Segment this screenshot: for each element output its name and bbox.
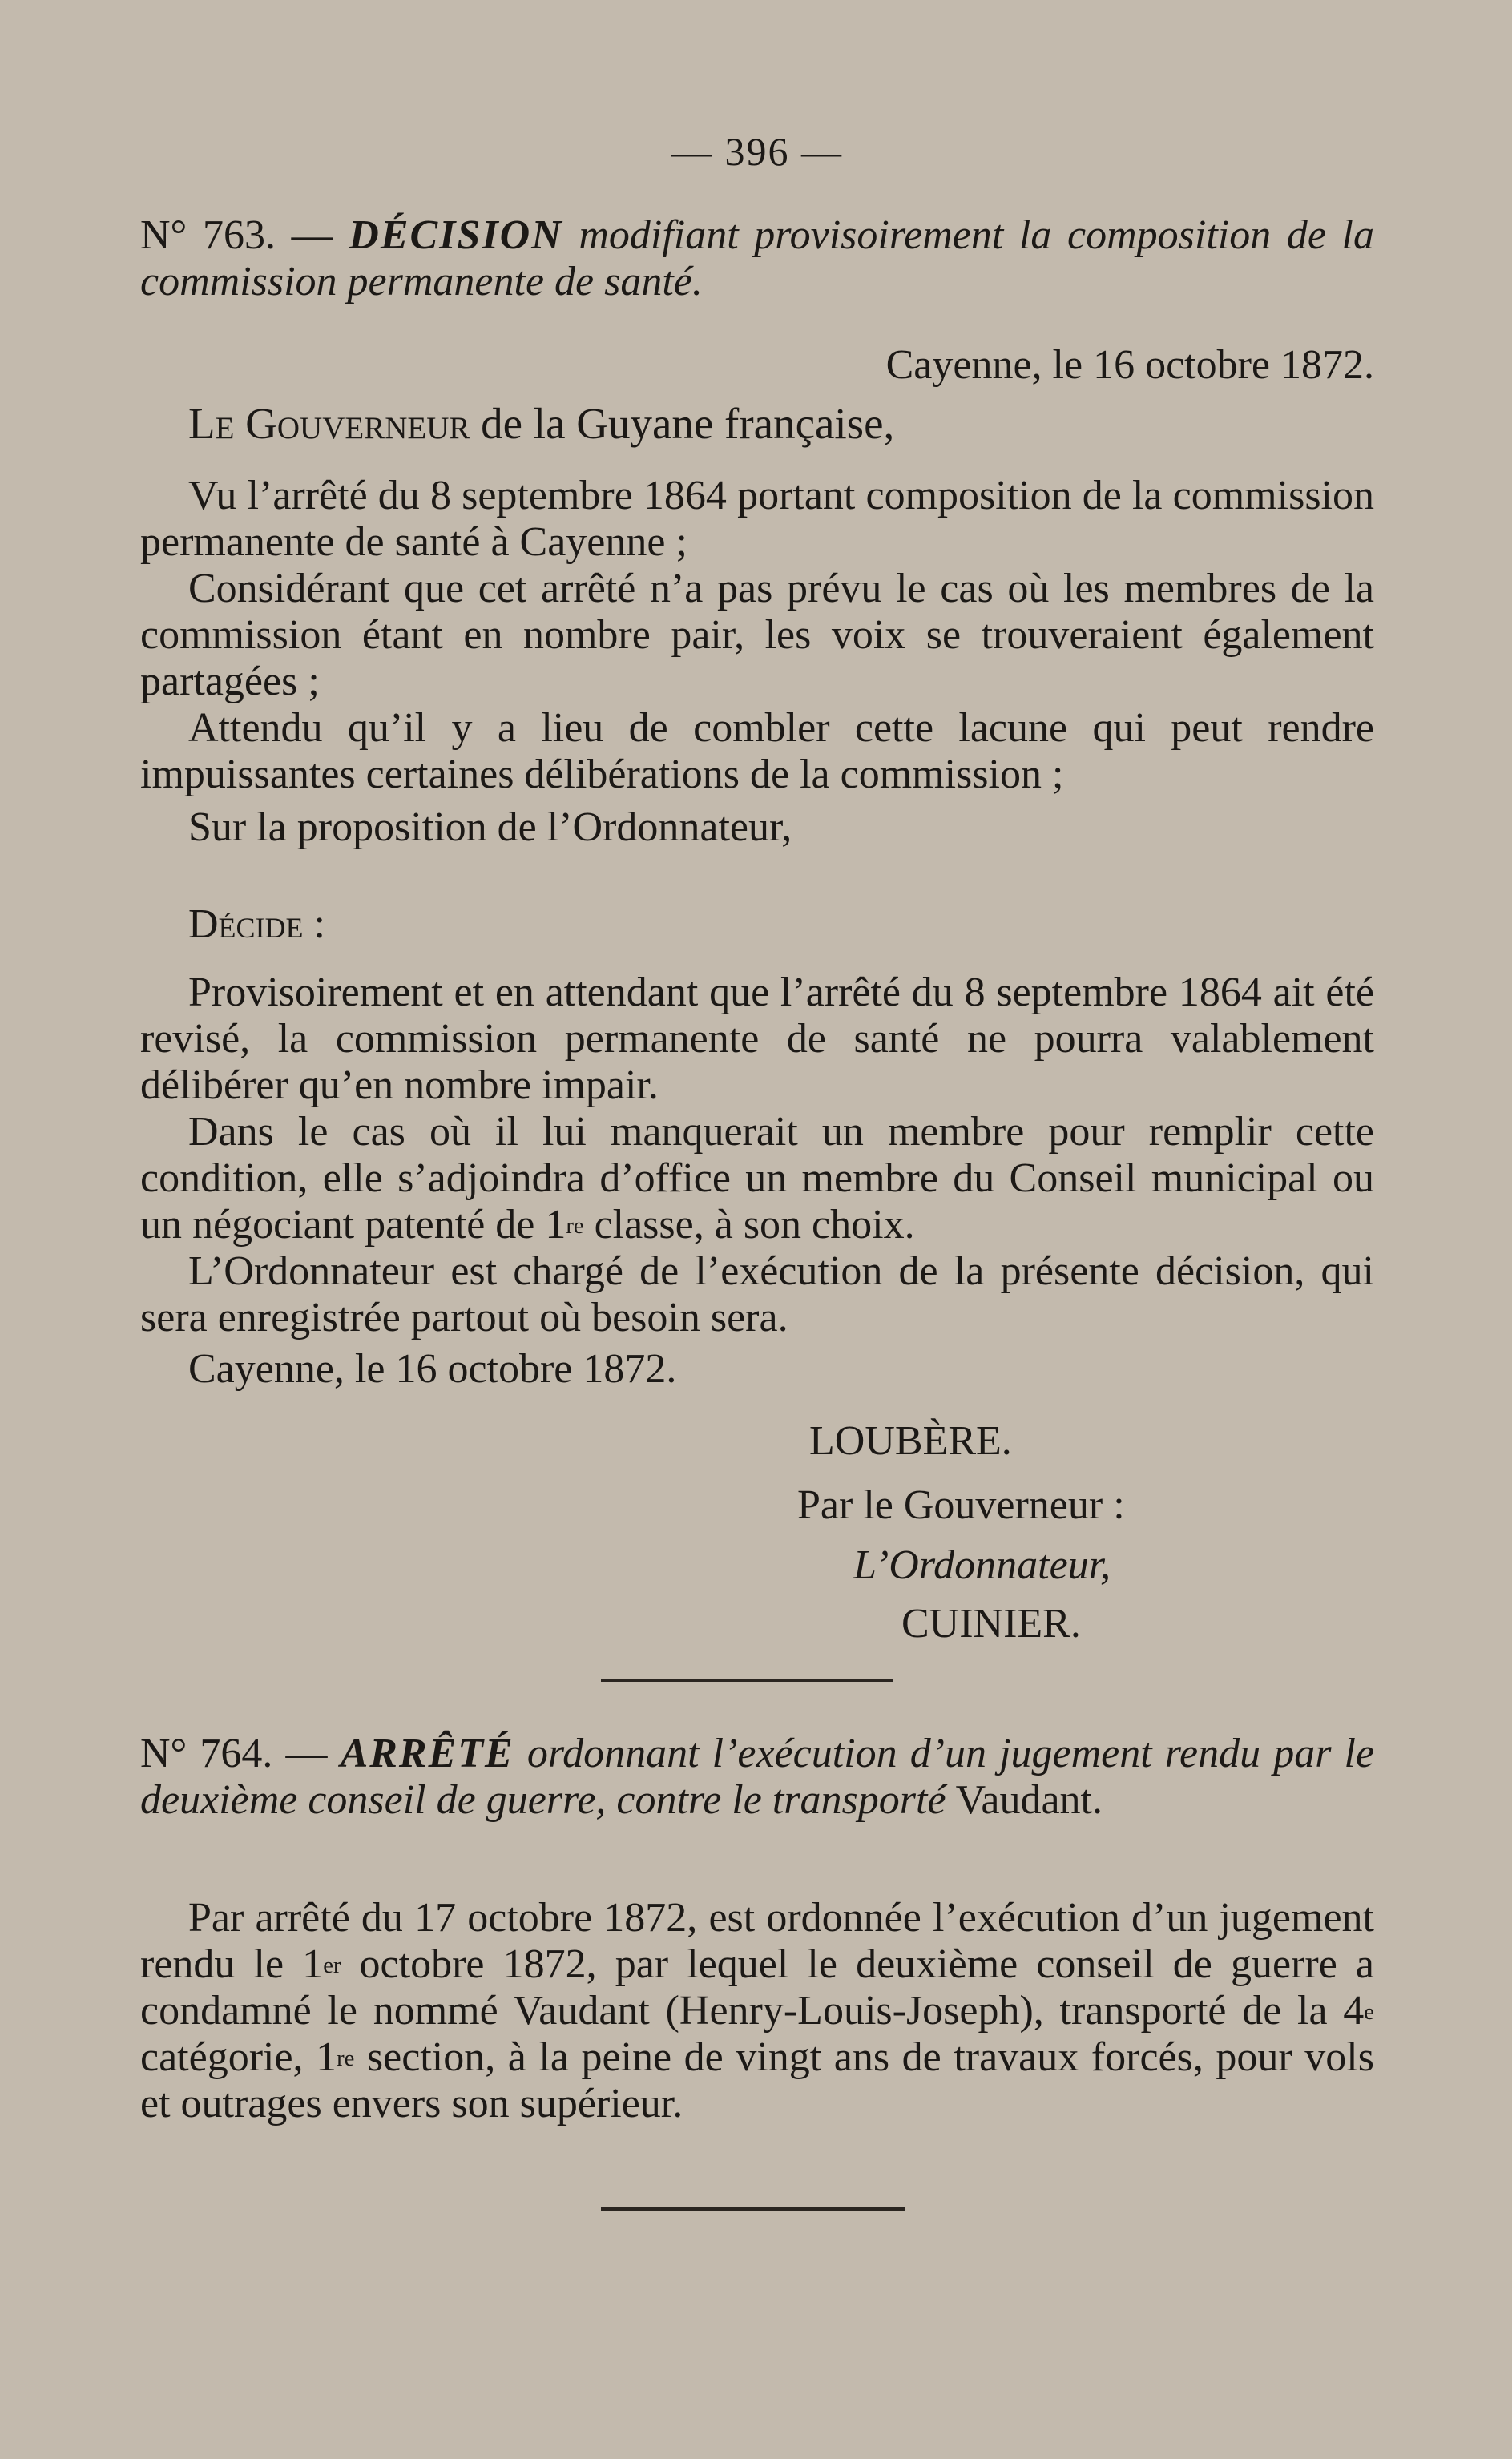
paragraph-considerant: Considérant que cet arrêté n’a pas prévu le cas où les membres de la commission étant en nombre pair, les voix se trouveraient également partagées ; (140, 566, 1374, 704)
page-number: — 396 — (671, 129, 843, 174)
decision-number: N° 763. — (140, 212, 333, 258)
paragraph-provisoirement: Provisoirement et en attendant que l’arrêté du 8 septembre 1864 ait été revisé, la commission permanente de santé ne pourra valablement délibérer qu’en nombre impair. (140, 969, 1374, 1108)
decision-heading (140, 212, 1374, 305)
paragraph-execution: L’Ordonnateur est chargé de l’exécution de la présente décision, qui sera enregistrée partout où besoin sera. (140, 1248, 1374, 1340)
decision-opening: Le Gouverneur de la Guyane française, (188, 399, 895, 448)
separator-rule-1 (601, 1679, 893, 1682)
closing-date: Cayenne, le 16 octobre 1872. (188, 1346, 677, 1392)
arrete-body: Par arrêté du 17 octobre 1872, est ordonnée l’exécution d’un jugement rendu le 1er octobre 1872, par lequel le deuxième conseil de guerre a condamné le nommé Vaudant (Henry-Louis-Joseph), transporté de la 4e catégorie, 1re section, à la peine de vingt ans de travaux forcés, pour vols et outrages envers son supérieur. (140, 1895, 1374, 2126)
paragraph-attendu: Attendu qu’il y a lieu de combler cette lacune qui peut rendre impuissantes certaines délibérations de la commission ; (140, 705, 1374, 797)
ordonnateur-role: L’Ordonnateur, (853, 1542, 1111, 1588)
arrete-title-name: Vaudant. (955, 1777, 1103, 1823)
arrete-number: N° 764. — (140, 1731, 328, 1776)
arrete-keyword: ARRÊTÉ (340, 1731, 514, 1776)
arrete-heading (140, 1731, 1374, 1824)
decide-label: Décide : (188, 901, 325, 947)
paragraph-vu: Vu l’arrêté du 8 septembre 1864 portant composition de la commission permanente de santé à Cayenne ; (140, 473, 1374, 565)
decision-keyword: DÉCISION (349, 212, 563, 258)
decision-title: modifiant provisoirement la composition de la commission permanente de santé. (140, 212, 1375, 304)
par-le-gouverneur: Par le Gouverneur : (797, 1482, 1125, 1528)
decision-place-date: Cayenne, le 16 octobre 1872. (885, 342, 1374, 388)
paragraph-proposition: Sur la proposition de l’Ordonnateur, (188, 804, 792, 850)
governor-title: Le Gouverneur (188, 399, 470, 448)
decision-articles (140, 969, 1374, 1393)
paragraph-dans-le-cas: Dans le cas où il lui manquerait un membre pour remplir cette condition, elle s’adjoindra d’office un membre du Conseil municipal ou un négociant patenté de 1re classe, à son choix. (140, 1109, 1374, 1248)
arrete-title: ordonnant l’exécution d’un jugement rendu par le deuxième conseil de guerre, contre le transporté (140, 1731, 1375, 1823)
signature-loubere: LOUBÈRE. (809, 1418, 1012, 1464)
signature-cuinier: CUINIER. (901, 1601, 1081, 1647)
separator-rule-2 (601, 2207, 905, 2211)
decision-considerations (140, 473, 1374, 851)
